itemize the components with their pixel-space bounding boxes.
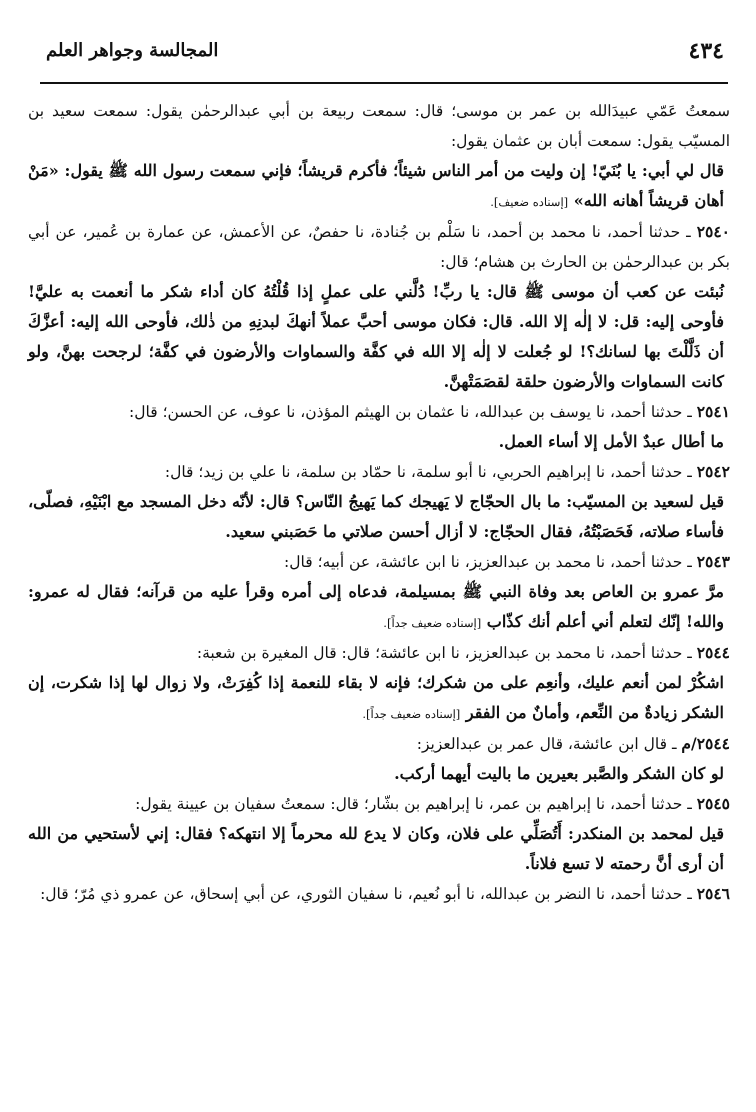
hadith-number: ٢٥٤٢ (696, 462, 730, 481)
paragraph-text: ـ حدثنا أحمد، نا محمد بن عبدالعزيز، نا ابن عائشة؛ قال: قال المغيرة بن شعبة: (196, 644, 697, 662)
paragraph-text: ـ حدثنا أحمد، نا إبراهيم بن عمر، نا إبراهيم بن بشّار؛ قال: سمعتُ سفيان بن عيينة يقول: (135, 795, 697, 813)
page-header (40, 30, 728, 84)
hadith-number: ٢٥٤٠ (696, 222, 730, 241)
narration-text (28, 487, 730, 547)
hadith-number: ٢٥٤١ (696, 402, 730, 421)
chain-paragraph (28, 397, 730, 427)
paragraph-text: ـ حدثنا أحمد، نا النضر بن عبدالله، نا أبو نُعيم، نا سفيان الثوري، عن أبي إسحاق، عن عمرو ذي مُرّ؛ قال: (40, 885, 697, 903)
page-body (28, 96, 730, 909)
hadith-number: ٢٥٤٤ (696, 643, 730, 662)
page-number: ٤٣٤ (688, 38, 724, 64)
paragraph-text: قيل لسعيد بن المسيّب: ما بال الحجّاج لا يَهيجك كما يَهيجُ النّاس؟ قال: لأنّه دخل المسجد مع ابْنَيْهِ، فصلّى، فأساء صلاته، فَحَصَبْتُهُ، فقال الحجّاج: لا أزال أحسن صلاتي ما حَصَبني سعيد. (28, 492, 724, 541)
narration-text (28, 819, 730, 879)
paragraph-text: قال لي أبي: يا بُنَيّ! إن وليت من أمر الناس شيئاً؛ فأكرم قريشاً؛ فإني سمعت رسول الله ﷺ يقول: «مَنْ أهان قريشاً أهانه الله» (28, 161, 725, 210)
book-title: المجالسة وجواهر العلم (46, 40, 219, 61)
narration-text (28, 156, 730, 217)
hadith-number: ٢٥٤٥ (696, 794, 730, 813)
paragraph-text: سمعتُ عَمّي عبيدَالله بن عمر بن موسى؛ قال: سمعت ربيعة بن أبي عبدالرحمٰن يقول: سمعت سعيد بن المسيّب يقول: سمعت أبان بن عثمان يقول: (28, 102, 730, 150)
grading-note: [إسناده ضعيف جداً]. (383, 616, 482, 630)
chain-paragraph (28, 879, 730, 909)
grading-note: [إسناده ضعيف جداً]. (362, 707, 461, 721)
paragraph-text: لو كان الشكر والصَّبر بعيرين ما باليت أيهما أركب. (394, 764, 724, 783)
paragraph-text: نُبئت عن كعب أن موسى ﷺ قال: يا ربِّ! دُلَّني على عملٍ إذا قُلْتُهُ كان أداء شكر ما أنعمت به عليَّ! فأوحى إليه: قل: لا إلٰه إلا الله. قال: فكان موسى أحبَّ عملاً أنهكَ لبدنِهِ من ذٰلك، فأوحى الله إليه: أعزَّكَ أن ذَلَّلْتَ بها لسانك؟! لو جُعلت لا إلٰه إلا الله في كفَّة والسماوات والأرضون في كفَّة؛ لرجحت بهنَّ، ولو كانت السماوات والأرضون حلقة لقصَمَتْهنَّ. (28, 282, 724, 391)
paragraph-text: ـ حدثنا أحمد، نا إبراهيم الحربي، نا أبو سلمة، نا حمّاد بن سلمة، نا علي بن زيد؛ قال: (164, 463, 697, 481)
chain-paragraph (28, 457, 730, 487)
paragraph-text: ـ حدثنا أحمد، نا محمد بن أحمد، نا سَلْم بن جُنادة، نا حفصٌ، عن الأعمش، عن عمارة بن عُمير، عن أبي بكر بن عبدالرحمٰن بن الحارث بن هشام؛ قال: (28, 223, 730, 271)
narration-text (28, 759, 730, 789)
chain-paragraph (28, 96, 730, 156)
grading-note: [إسناده ضعيف]. (490, 195, 569, 209)
chain-paragraph (28, 217, 730, 277)
hadith-number: ٢٥٤٣ (696, 552, 730, 571)
chain-paragraph (28, 547, 730, 577)
narration-text (28, 577, 730, 638)
paragraph-text: ـ قال ابن عائشة، قال عمر بن عبدالعزيز: (416, 735, 682, 753)
chain-paragraph (28, 729, 730, 759)
narration-text (28, 427, 730, 457)
hadith-number: ٢٥٤٦ (696, 884, 730, 903)
paragraph-text: ما أطال عبدٌ الأمل إلا أساء العمل. (498, 432, 724, 451)
paragraph-text: ـ حدثنا أحمد، نا محمد بن عبدالعزيز، نا ابن عائشة، عن أبيه؛ قال: (284, 553, 697, 571)
paragraph-text: مرَّ عمرو بن العاص بعد وفاة النبي ﷺ بمسيلمة، فدعاه إلى أمره وقرأ عليه من قرآنه؛ فقال له عمرو: والله! إنّك لتعلم أني أعلم أنك كذّاب (28, 582, 724, 631)
paragraph-text: ـ حدثنا أحمد، نا يوسف بن عبدالله، نا عثمان بن الهيثم المؤذن، نا عوف، عن الحسن؛ قال: (129, 403, 697, 421)
hadith-number: ٢٥٤٤/م (681, 734, 730, 753)
paragraph-text: قيل لمحمد بن المنكدر: أَتُصَلِّي على فلان، وكان لا يدع لله محرماً إلا انتهكه؟ فقال: إني لأستحيي من الله أن أرى أنَّ رحمته لا تسع فلاناً. (28, 824, 724, 873)
chain-paragraph (28, 638, 730, 668)
chain-paragraph (28, 789, 730, 819)
paragraph-text: اشكُرْ لمن أنعم عليك، وأنعِم على من شكرك؛ فإنه لا بقاء للنعمة إذا كُفِرَتْ، ولا زوال لها إذا شكرت، إن الشكر زيادةٌ من النِّعم، وأمانٌ من الفقر (28, 673, 724, 722)
narration-text (28, 277, 730, 397)
narration-text (28, 668, 730, 729)
